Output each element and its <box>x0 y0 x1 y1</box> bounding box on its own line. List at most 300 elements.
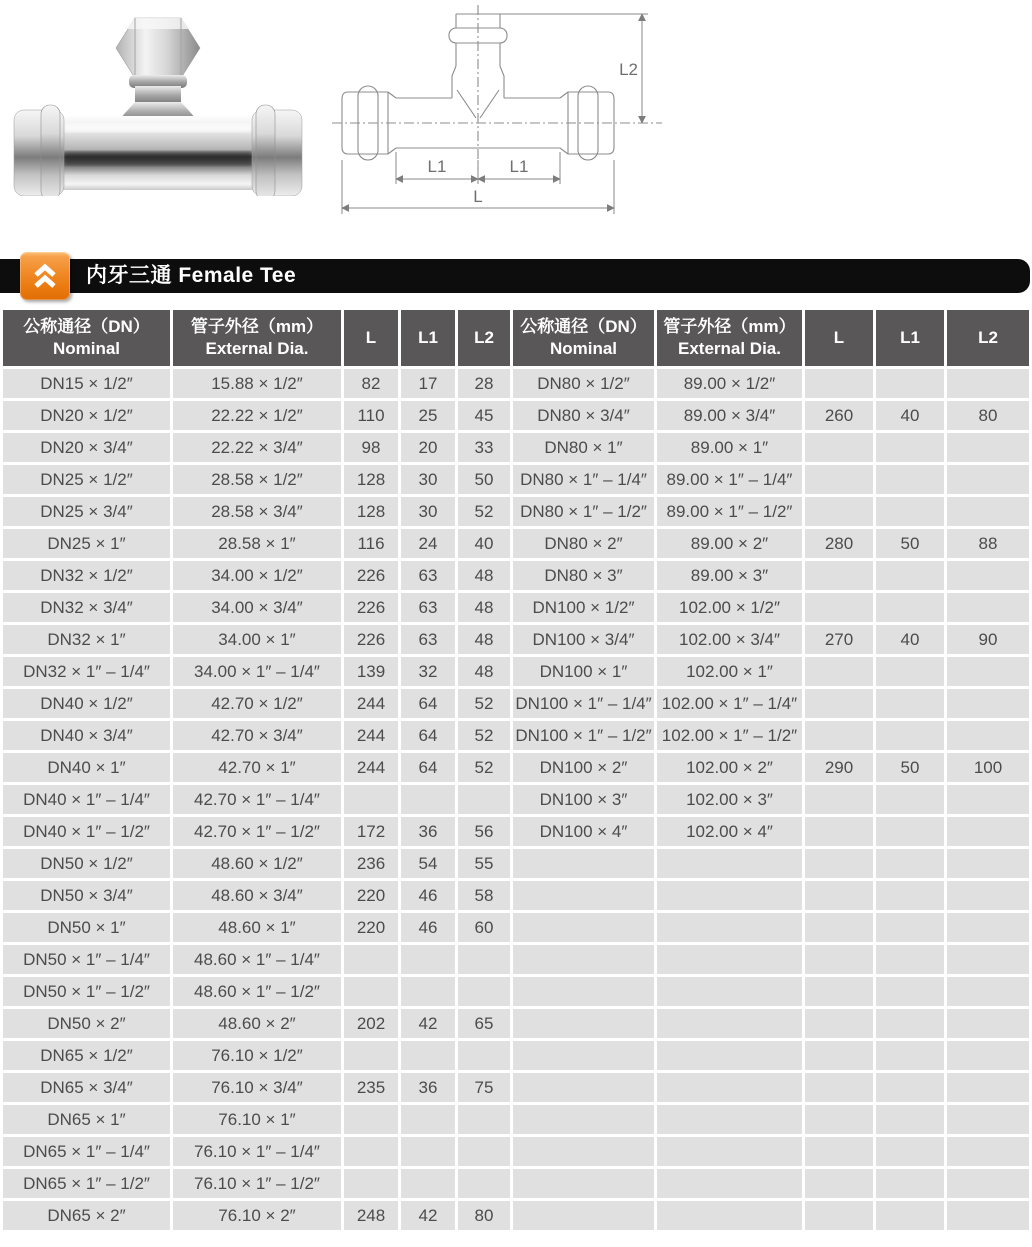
cell-nominal <box>513 881 654 910</box>
cell-nominal: DN80 × 1″ – 1/4″ <box>513 465 654 494</box>
cell-l2 <box>947 1105 1029 1134</box>
cell-nominal <box>513 945 654 974</box>
cell-l <box>805 1201 873 1230</box>
cell-external-dia <box>657 1169 802 1198</box>
cell-nominal: DN40 × 1″ – 1/2″ <box>3 817 170 846</box>
cell-nominal: DN20 × 1/2″ <box>3 401 170 430</box>
cell-nominal: DN25 × 3/4″ <box>3 497 170 526</box>
cell-l2: 90 <box>947 625 1029 654</box>
cell-l2 <box>458 977 510 1006</box>
cell-l1 <box>401 945 455 974</box>
cell-l <box>805 1169 873 1198</box>
cell-external-dia: 89.00 × 1″ <box>657 433 802 462</box>
cell-external-dia: 28.58 × 1/2″ <box>173 465 341 494</box>
cell-l2 <box>947 657 1029 686</box>
table-row <box>3 785 1029 814</box>
cell-l2 <box>947 817 1029 846</box>
cell-l1: 46 <box>401 881 455 910</box>
spec-table-body <box>3 369 1029 1230</box>
cell-external-dia: 42.70 × 1″ – 1/4″ <box>173 785 341 814</box>
cell-l: 98 <box>344 433 398 462</box>
table-row <box>3 881 1029 910</box>
section-header <box>0 252 1032 298</box>
cell-nominal: DN50 × 1″ – 1/4″ <box>3 945 170 974</box>
cell-l2 <box>947 1041 1029 1070</box>
cell-l1 <box>876 465 944 494</box>
label-l1-right: L1 <box>509 157 529 176</box>
cell-external-dia: 42.70 × 1/2″ <box>173 689 341 718</box>
cell-nominal: DN100 × 3″ <box>513 785 654 814</box>
cell-l2 <box>458 945 510 974</box>
cell-l1 <box>876 433 944 462</box>
cell-external-dia: 89.00 × 3″ <box>657 561 802 590</box>
section-header-bar <box>0 259 1030 293</box>
cell-l1 <box>876 1009 944 1038</box>
cell-external-dia <box>657 1041 802 1070</box>
cell-l2: 88 <box>947 529 1029 558</box>
cell-l: 139 <box>344 657 398 686</box>
cell-l1: 36 <box>401 1073 455 1102</box>
cell-l <box>805 497 873 526</box>
cell-nominal: DN65 × 3/4″ <box>3 1073 170 1102</box>
label-l: L <box>473 187 483 206</box>
table-row <box>3 593 1029 622</box>
cell-l1 <box>401 1105 455 1134</box>
product-photo <box>8 6 308 196</box>
table-row <box>3 1201 1029 1230</box>
cell-nominal: DN40 × 3/4″ <box>3 721 170 750</box>
cell-l <box>805 817 873 846</box>
cell-l: 270 <box>805 625 873 654</box>
table-row <box>3 1169 1029 1198</box>
table-row <box>3 401 1029 430</box>
cell-external-dia: 76.10 × 1″ – 1/4″ <box>173 1137 341 1166</box>
chevrons-up-icon <box>28 259 62 293</box>
cell-l2 <box>947 433 1029 462</box>
cell-l: 280 <box>805 529 873 558</box>
cell-l <box>805 657 873 686</box>
cell-l2 <box>947 497 1029 526</box>
cell-l1: 63 <box>401 625 455 654</box>
cell-l1 <box>876 785 944 814</box>
cell-l1: 63 <box>401 561 455 590</box>
cell-l1 <box>876 1137 944 1166</box>
cell-l2 <box>458 785 510 814</box>
cell-l <box>805 369 873 398</box>
cell-l: 244 <box>344 721 398 750</box>
table-row <box>3 497 1029 526</box>
cell-l1: 64 <box>401 753 455 782</box>
cell-l: 290 <box>805 753 873 782</box>
cell-external-dia <box>657 945 802 974</box>
cell-l1 <box>876 369 944 398</box>
cell-nominal: DN65 × 1/2″ <box>3 1041 170 1070</box>
col-header-l-right: L <box>805 310 873 366</box>
cell-l1 <box>876 721 944 750</box>
cell-external-dia: 89.00 × 2″ <box>657 529 802 558</box>
cell-l1 <box>401 1169 455 1198</box>
cell-nominal: DN65 × 2″ <box>3 1201 170 1230</box>
col-header-l2-right: L2 <box>947 310 1029 366</box>
cell-l <box>805 849 873 878</box>
cell-external-dia: 89.00 × 1/2″ <box>657 369 802 398</box>
cell-l2 <box>947 369 1029 398</box>
cell-l <box>805 1009 873 1038</box>
cell-nominal <box>513 1041 654 1070</box>
cell-l1 <box>876 1041 944 1070</box>
cell-l: 110 <box>344 401 398 430</box>
cell-l1 <box>876 689 944 718</box>
cell-l <box>805 1105 873 1134</box>
col-header-nominal-right: 公称通径（DN） Nominal <box>513 310 654 366</box>
cell-l <box>344 1137 398 1166</box>
technical-drawing <box>326 2 666 228</box>
cell-external-dia: 42.70 × 1″ <box>173 753 341 782</box>
col-header-external-left: 管子外径（mm） External Dia. <box>173 310 341 366</box>
cell-external-dia: 48.60 × 1″ – 1/2″ <box>173 977 341 1006</box>
cell-external-dia <box>657 881 802 910</box>
cell-l: 244 <box>344 753 398 782</box>
cell-l <box>344 785 398 814</box>
cell-external-dia: 15.88 × 1/2″ <box>173 369 341 398</box>
cell-l2 <box>947 1137 1029 1166</box>
cell-nominal <box>513 977 654 1006</box>
cell-l2 <box>458 1137 510 1166</box>
cell-l2 <box>947 593 1029 622</box>
cell-l1 <box>876 881 944 910</box>
cell-l2: 58 <box>458 881 510 910</box>
cell-l: 116 <box>344 529 398 558</box>
table-row <box>3 689 1029 718</box>
cell-l2: 48 <box>458 657 510 686</box>
cell-l: 248 <box>344 1201 398 1230</box>
cell-l2 <box>458 1169 510 1198</box>
cell-external-dia: 102.00 × 1/2″ <box>657 593 802 622</box>
cell-l: 236 <box>344 849 398 878</box>
cell-l2: 28 <box>458 369 510 398</box>
cell-l2: 52 <box>458 497 510 526</box>
cell-external-dia: 102.00 × 3/4″ <box>657 625 802 654</box>
cell-l: 128 <box>344 497 398 526</box>
cell-nominal <box>513 1073 654 1102</box>
cell-l2 <box>947 1073 1029 1102</box>
cell-nominal <box>513 1201 654 1230</box>
table-row <box>3 849 1029 878</box>
cell-l1 <box>876 977 944 1006</box>
cell-l: 244 <box>344 689 398 718</box>
cell-l <box>805 1073 873 1102</box>
cell-l2: 48 <box>458 561 510 590</box>
cell-l: 226 <box>344 625 398 654</box>
cell-nominal: DN50 × 1″ <box>3 913 170 942</box>
cell-nominal: DN80 × 1″ <box>513 433 654 462</box>
cell-l1 <box>876 1105 944 1134</box>
cell-nominal <box>513 1169 654 1198</box>
cell-nominal: DN65 × 1″ <box>3 1105 170 1134</box>
cell-nominal <box>513 1105 654 1134</box>
cell-nominal: DN20 × 3/4″ <box>3 433 170 462</box>
cell-nominal: DN50 × 1″ – 1/2″ <box>3 977 170 1006</box>
cell-nominal: DN15 × 1/2″ <box>3 369 170 398</box>
cell-external-dia: 22.22 × 1/2″ <box>173 401 341 430</box>
cell-l2: 52 <box>458 689 510 718</box>
cell-nominal: DN32 × 1″ <box>3 625 170 654</box>
cell-l1: 30 <box>401 497 455 526</box>
table-row <box>3 977 1029 1006</box>
cell-l1 <box>401 1137 455 1166</box>
cell-l1: 50 <box>876 753 944 782</box>
cell-external-dia <box>657 1201 802 1230</box>
cell-nominal <box>513 1009 654 1038</box>
cell-l1: 42 <box>401 1201 455 1230</box>
cell-external-dia: 102.00 × 1″ – 1/4″ <box>657 689 802 718</box>
table-row <box>3 945 1029 974</box>
cell-nominal: DN32 × 3/4″ <box>3 593 170 622</box>
cell-l1: 20 <box>401 433 455 462</box>
cell-nominal: DN65 × 1″ – 1/2″ <box>3 1169 170 1198</box>
cell-external-dia <box>657 1137 802 1166</box>
cell-external-dia: 102.00 × 2″ <box>657 753 802 782</box>
cell-nominal: DN80 × 3″ <box>513 561 654 590</box>
cell-l1 <box>876 1073 944 1102</box>
table-row <box>3 529 1029 558</box>
cell-l2: 52 <box>458 721 510 750</box>
cell-external-dia: 48.60 × 1/2″ <box>173 849 341 878</box>
col-header-l2-left: L2 <box>458 310 510 366</box>
cell-l <box>805 1041 873 1070</box>
cell-l2 <box>947 945 1029 974</box>
cell-external-dia: 102.00 × 1″ – 1/2″ <box>657 721 802 750</box>
cell-external-dia: 34.00 × 1/2″ <box>173 561 341 590</box>
cell-l1 <box>876 593 944 622</box>
cell-l1 <box>876 945 944 974</box>
cell-l <box>805 465 873 494</box>
cell-l1: 17 <box>401 369 455 398</box>
cell-l2: 100 <box>947 753 1029 782</box>
cell-nominal: DN40 × 1″ – 1/4″ <box>3 785 170 814</box>
cell-external-dia: 28.58 × 1″ <box>173 529 341 558</box>
cell-l <box>805 689 873 718</box>
cell-l <box>805 881 873 910</box>
cell-l: 128 <box>344 465 398 494</box>
cell-l1: 50 <box>876 529 944 558</box>
cell-l2: 56 <box>458 817 510 846</box>
cell-nominal <box>513 849 654 878</box>
table-row <box>3 721 1029 750</box>
cell-l2 <box>947 465 1029 494</box>
section-tab <box>20 252 70 300</box>
cell-nominal: DN100 × 1″ <box>513 657 654 686</box>
cell-l2: 48 <box>458 593 510 622</box>
cell-l1: 46 <box>401 913 455 942</box>
cell-l2 <box>947 881 1029 910</box>
cell-l2: 48 <box>458 625 510 654</box>
cell-nominal: DN100 × 3/4″ <box>513 625 654 654</box>
table-row <box>3 1105 1029 1134</box>
cell-l2 <box>458 1041 510 1070</box>
table-row <box>3 753 1029 782</box>
cell-l: 226 <box>344 561 398 590</box>
cell-l2 <box>947 689 1029 718</box>
cell-external-dia <box>657 849 802 878</box>
section-title: 内牙三通 Female Tee <box>86 264 297 287</box>
cell-l <box>805 721 873 750</box>
cell-l2: 60 <box>458 913 510 942</box>
cell-external-dia <box>657 1105 802 1134</box>
cell-external-dia: 102.00 × 1″ <box>657 657 802 686</box>
cell-l: 220 <box>344 913 398 942</box>
cell-external-dia: 48.60 × 2″ <box>173 1009 341 1038</box>
cell-l1 <box>876 1169 944 1198</box>
cell-nominal: DN80 × 3/4″ <box>513 401 654 430</box>
cell-l2 <box>947 1201 1029 1230</box>
spec-table <box>0 307 1032 1233</box>
cell-l1: 64 <box>401 689 455 718</box>
label-l2: L2 <box>619 60 638 79</box>
cell-l <box>344 977 398 1006</box>
cell-nominal <box>513 1137 654 1166</box>
cell-nominal: DN50 × 1/2″ <box>3 849 170 878</box>
cell-l2 <box>947 913 1029 942</box>
cell-l <box>344 945 398 974</box>
cell-l1 <box>876 657 944 686</box>
cell-l <box>805 785 873 814</box>
table-row <box>3 561 1029 590</box>
cell-l1 <box>876 497 944 526</box>
cell-l <box>805 433 873 462</box>
cell-l1: 42 <box>401 1009 455 1038</box>
cell-l1: 30 <box>401 465 455 494</box>
col-header-l1-left: L1 <box>401 310 455 366</box>
cell-l2: 45 <box>458 401 510 430</box>
cell-l2 <box>947 849 1029 878</box>
cell-external-dia: 48.60 × 1″ <box>173 913 341 942</box>
cell-l <box>344 1169 398 1198</box>
table-header-row <box>3 310 1029 366</box>
cell-nominal: DN25 × 1/2″ <box>3 465 170 494</box>
cell-nominal: DN50 × 2″ <box>3 1009 170 1038</box>
table-row <box>3 433 1029 462</box>
cell-l1 <box>401 977 455 1006</box>
cell-l2 <box>947 561 1029 590</box>
cell-l: 82 <box>344 369 398 398</box>
cell-l <box>805 977 873 1006</box>
cell-l1 <box>876 1201 944 1230</box>
cell-l2: 40 <box>458 529 510 558</box>
cell-external-dia: 89.00 × 1″ – 1/4″ <box>657 465 802 494</box>
cell-external-dia: 76.10 × 2″ <box>173 1201 341 1230</box>
cell-l: 172 <box>344 817 398 846</box>
cell-l <box>805 913 873 942</box>
cell-l1: 24 <box>401 529 455 558</box>
cell-l2: 75 <box>458 1073 510 1102</box>
cell-l1 <box>876 849 944 878</box>
cell-l2 <box>947 785 1029 814</box>
cell-l2 <box>947 977 1029 1006</box>
cell-nominal <box>513 913 654 942</box>
table-row <box>3 1073 1029 1102</box>
cell-l1: 36 <box>401 817 455 846</box>
table-row <box>3 625 1029 654</box>
cell-l1: 25 <box>401 401 455 430</box>
table-row <box>3 913 1029 942</box>
cell-external-dia: 89.00 × 1″ – 1/2″ <box>657 497 802 526</box>
cell-l2: 50 <box>458 465 510 494</box>
top-section <box>0 0 1032 252</box>
cell-nominal: DN40 × 1/2″ <box>3 689 170 718</box>
cell-l1 <box>876 561 944 590</box>
cell-external-dia <box>657 977 802 1006</box>
cell-nominal: DN100 × 4″ <box>513 817 654 846</box>
table-row <box>3 1009 1029 1038</box>
col-header-external-right: 管子外径（mm） External Dia. <box>657 310 802 366</box>
cell-l1: 40 <box>876 401 944 430</box>
cell-nominal: DN100 × 1″ – 1/4″ <box>513 689 654 718</box>
cell-l1 <box>876 913 944 942</box>
cell-l2 <box>947 1169 1029 1198</box>
cell-l1 <box>401 785 455 814</box>
cell-external-dia <box>657 1009 802 1038</box>
cell-external-dia: 34.00 × 3/4″ <box>173 593 341 622</box>
col-header-l-left: L <box>344 310 398 366</box>
cell-external-dia: 42.70 × 1″ – 1/2″ <box>173 817 341 846</box>
cell-nominal: DN32 × 1″ – 1/4″ <box>3 657 170 686</box>
cell-nominal: DN25 × 1″ <box>3 529 170 558</box>
cell-external-dia: 102.00 × 4″ <box>657 817 802 846</box>
cell-l <box>805 561 873 590</box>
cell-external-dia: 22.22 × 3/4″ <box>173 433 341 462</box>
cell-l: 235 <box>344 1073 398 1102</box>
cell-external-dia <box>657 1073 802 1102</box>
cell-l1: 32 <box>401 657 455 686</box>
cell-external-dia: 48.60 × 1″ – 1/4″ <box>173 945 341 974</box>
cell-l1 <box>401 1041 455 1070</box>
table-row <box>3 465 1029 494</box>
cell-l <box>344 1041 398 1070</box>
cell-nominal: DN32 × 1/2″ <box>3 561 170 590</box>
table-row <box>3 1137 1029 1166</box>
cell-nominal: DN80 × 1″ – 1/2″ <box>513 497 654 526</box>
cell-l <box>805 945 873 974</box>
table-row <box>3 657 1029 686</box>
cell-nominal: DN100 × 1″ – 1/2″ <box>513 721 654 750</box>
cell-external-dia <box>657 913 802 942</box>
cell-l2: 80 <box>947 401 1029 430</box>
cell-l <box>344 1105 398 1134</box>
cell-nominal: DN80 × 2″ <box>513 529 654 558</box>
cell-external-dia: 42.70 × 3/4″ <box>173 721 341 750</box>
table-row <box>3 369 1029 398</box>
cell-l2: 33 <box>458 433 510 462</box>
cell-l1: 40 <box>876 625 944 654</box>
cell-l2 <box>458 1105 510 1134</box>
cell-l2: 52 <box>458 753 510 782</box>
cell-l: 202 <box>344 1009 398 1038</box>
cell-external-dia: 34.00 × 1″ – 1/4″ <box>173 657 341 686</box>
cell-l1 <box>876 817 944 846</box>
cell-external-dia: 76.10 × 3/4″ <box>173 1073 341 1102</box>
cell-external-dia: 76.10 × 1″ <box>173 1105 341 1134</box>
cell-l2: 65 <box>458 1009 510 1038</box>
cell-external-dia: 76.10 × 1″ – 1/2″ <box>173 1169 341 1198</box>
cell-l: 260 <box>805 401 873 430</box>
cell-external-dia: 28.58 × 3/4″ <box>173 497 341 526</box>
cell-external-dia: 102.00 × 3″ <box>657 785 802 814</box>
cell-l1: 63 <box>401 593 455 622</box>
cell-nominal: DN50 × 3/4″ <box>3 881 170 910</box>
cell-nominal: DN40 × 1″ <box>3 753 170 782</box>
cell-l: 226 <box>344 593 398 622</box>
